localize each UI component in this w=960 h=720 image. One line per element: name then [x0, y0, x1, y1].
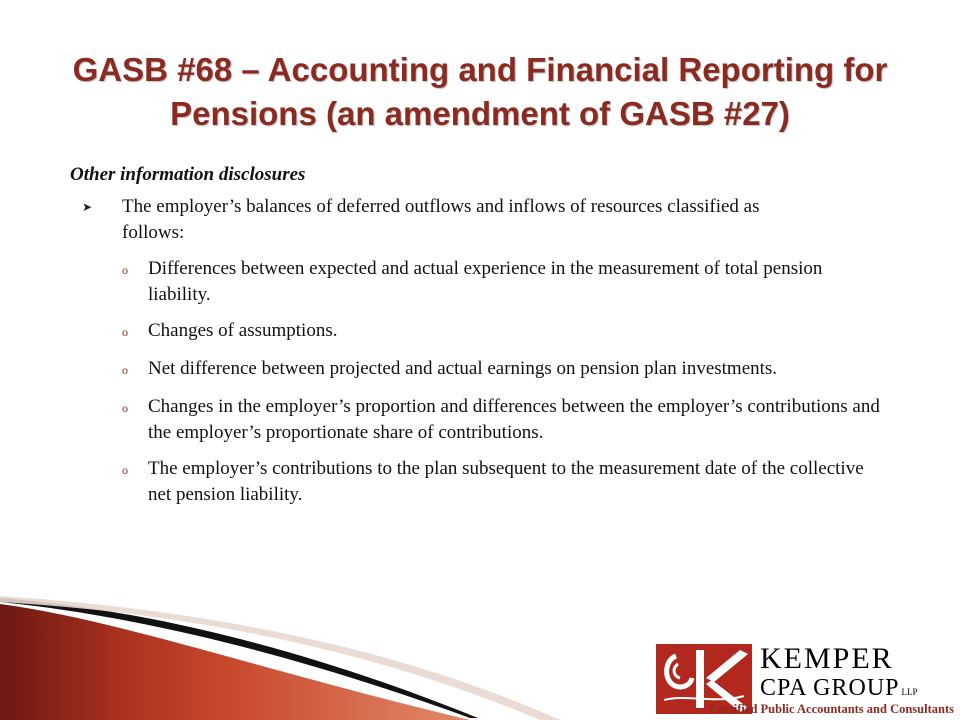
sub-bullet-text: Net difference between projected and actual earnings on pension plan investments. — [148, 358, 778, 379]
sub-bullet-item — [122, 394, 900, 446]
logo-tagline: Certified Public Accountants and Consultants — [709, 702, 954, 716]
sub-bullet-item — [122, 456, 900, 508]
sub-bullet-item — [122, 356, 900, 384]
logo-llp: LLP — [901, 687, 918, 697]
circle-bullet-icon: o — [122, 401, 128, 415]
sub-bullet-text: The employer’s contributions to the plan subsequent to the measurement date of the collective net pension liability. — [148, 458, 864, 505]
circle-bullet-icon: o — [122, 463, 128, 477]
section-heading: Other information disclosures — [70, 164, 306, 185]
company-logo — [654, 640, 954, 720]
sub-bullet-text: Differences between expected and actual experience in the measurement of total pension liability. — [148, 258, 823, 305]
logo-group-name — [760, 676, 918, 704]
sub-bullet-item — [122, 256, 900, 308]
arrow-bullet-icon: ➤ — [82, 200, 93, 214]
circle-bullet-icon: o — [122, 363, 128, 377]
circle-bullet-icon: o — [122, 325, 128, 339]
logo-company-name: KEMPER — [760, 642, 894, 675]
sub-bullet-item — [122, 318, 900, 346]
sub-bullet-text: Changes of assumptions. — [148, 320, 338, 341]
sub-bullet-list — [122, 256, 900, 508]
logo-group-text: CPA GROUP — [760, 675, 900, 701]
slide-content — [70, 162, 900, 518]
sub-bullet-text: Changes in the employer’s proportion and differences between the employer’s contributions and the employer’s proportionate share of contributions. — [148, 396, 880, 443]
slide-title: GASB #68 – Accounting and Financial Reporting for Pensions (an amendment of GASB #27) — [72, 51, 888, 132]
bullet-item — [82, 194, 900, 246]
bullet-text: The employer’s balances of deferred outflows and inflows of resources classified as follows: — [122, 196, 760, 243]
circle-bullet-icon: o — [122, 263, 128, 277]
